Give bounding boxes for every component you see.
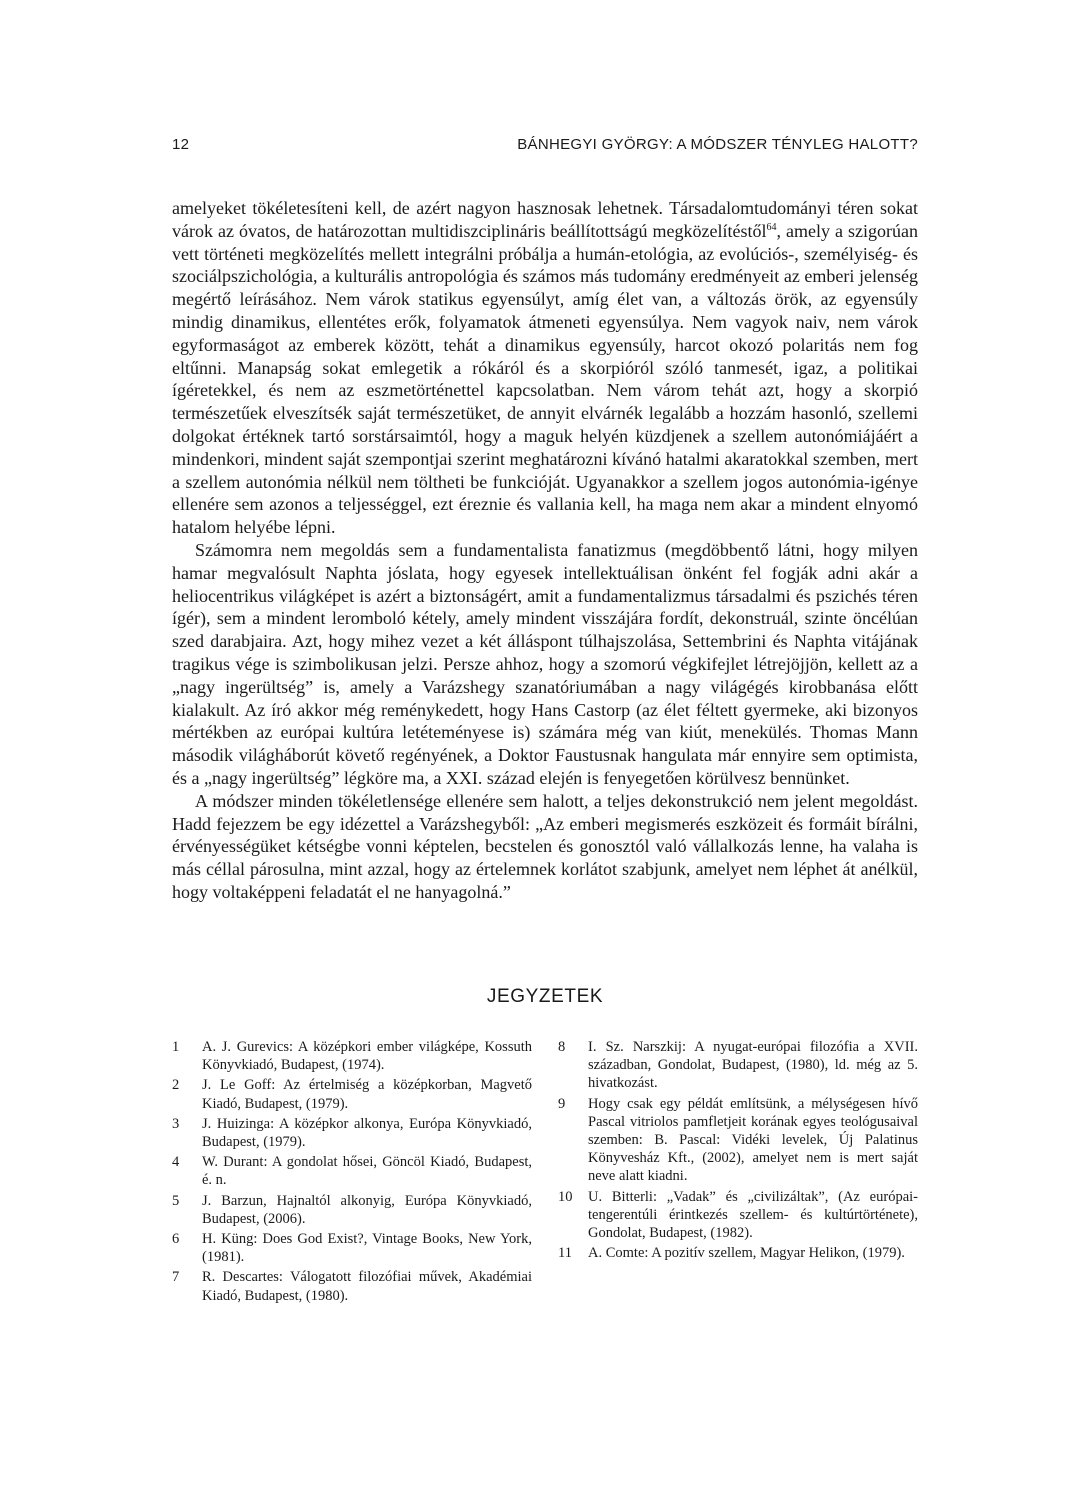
footnote-ref-64: 64 [766, 221, 777, 233]
note-item [172, 1192, 532, 1228]
note-text: J. Le Goff: Az értelmiség a középkorban, Magvető Kiadó, Budapest, (1979). [202, 1077, 532, 1112]
running-title: BÁNHEGYI GYÖRGY: A MÓDSZER TÉNYLEG HALOTT? [517, 136, 918, 153]
paragraph-1-end: , amely a szigorúan vett történeti megközelítés mellett integrálni próbálja a humán-etológia, az evolúciós-, személyiség- és szociálpszichológia, a kulturális antropológia és számos más tudomány eredményeit az emberi jelenség megértő leírásához. Nem várok statikus egyensúlyt, amíg élet van, a változás örök, az egyensúly mindig dinamikus, ellentétes erők, folyamatok átmeneti egyensúlya. Nem vagyok naiv, nem várok egyformaságot az emberek között, tehát a dinamikus egyensúly, harcot okozó polaritás nem fog eltűnni. Manapság sokat emlegetik a rókáról és a skorpióról szóló tanmesét, igaz, a politikai ígéretekkel, és nem az eszmetörténettel kapcsolatban. Nem várom tehát azt, hogy a skorpió természetűek elveszítsék saját természetüket, de annyit elvárnék legalább a hozzám hasonló, szellemi dolgokat értéknek tartó sorstársaimtól, hogy a maguk helyén küzdjenek a szellem autonómiájáért a mindenkori, mindent saját szempontjai szerint meghatározni kívánó hatalmi akaratokkal szemben, mert a szellem autonómia nélkül nem töltheti be funkcióját. Ugyanakkor a szellem jogos autonómia-igénye ellenére sem azonos a teljességgel, ezt éreznie és vallania kell, ha maga nem akar a mindent elnyomó hatalom helyébe lépni. [172, 220, 918, 538]
running-header [172, 136, 918, 158]
note-item [172, 1153, 532, 1189]
note-number: 4 [172, 1154, 180, 1171]
notes-column-right [558, 1038, 918, 1264]
note-number: 6 [172, 1231, 180, 1248]
note-text: A. Comte: A pozitív szellem, Magyar Helikon, (1979). [588, 1245, 905, 1262]
note-number: 2 [172, 1077, 180, 1094]
note-item [558, 1244, 918, 1262]
paragraph-1-start: amelyeket tökéletesíteni kell, de azért nagyon hasznosak lehetnek. Társadalomtudományi téren sokat várok az óvatos, de határozottan multidiszciplináris beállítottságú megközelítéstől [172, 198, 918, 241]
note-number: 5 [172, 1192, 180, 1209]
notes-column-left [172, 1038, 532, 1307]
note-item [172, 1115, 532, 1151]
paragraph-1 [172, 197, 918, 539]
note-text: U. Bitterli: „Vadak” és „civilizáltak”, (Az európai-tengerentúli érintkezés szellem- és kultúrtörténete), Gondolat, Budapest, (1982). [588, 1188, 918, 1242]
note-number: 8 [558, 1039, 566, 1055]
paragraph-2: Számomra nem megoldás sem a fundamentalista fanatizmus (megdöbbentő látni, hogy milyen hamar megvalósult Naphta jóslata, hogy egyesek intellektuálisan önként fel fogják adni akár a heliocentrikus világképet is azért a biztonságért, amit a fundamentalizmus társadalmi és pszichés téren ígér), sem a mindent leromboló kétely, amely mindent visszájára fordít, dekonstruál, szinte öncélúan szed darabjaira. Azt, hogy mihez vezet a két álláspont túlhajszolása, Settembrini és Naphta vitájának tragikus vége is szimbolikusan jelzi. Persze ahhoz, hogy a szomorú végkifejlet létrejöjjön, kellett az a „nagy ingerültség” is, amely a Varázshegy szanatóriumában a nagy világégés kirobbanása előtt kialakult. Az író akkor még reménykedett, hogy Hans Castorp (az élet féltett gyermeke, aki bizonyos mértékben az európai kultúra letéteményese is) számára még van kiút, menekülés. Thomas Mann második világháborút követő regényének, a Doktor Faustusnak hangulata már ennyire sem optimista, és a „nagy ingerültség” légköre ma, a XXI. század elején is fenyegetően körülvesz bennünket. [172, 539, 918, 788]
note-item [172, 1268, 532, 1304]
note-text: H. Küng: Does God Exist?, Vintage Books, New York, (1981). [202, 1231, 532, 1266]
paragraph-3: A módszer minden tökéletlensége ellenére sem halott, a teljes dekonstrukció nem jelent megoldást. Hadd fejezzem be egy idézettel a Varázshegyből: „Az emberi megismerés eszközeit és formáit bírálni, érvényességüket kétségbe vonni képtelen, becstelen és gonosztól való vállalkozás lenne, ha valaha is más céllal párosulna, mint azzal, hogy az értelemnek korlátot szabjunk, amelyet nem léphet át anélkül, hogy voltaképpeni feladatát el ne hanyagolná.” [172, 790, 918, 902]
note-text: W. Durant: A gondolat hősei, Göncöl Kiadó, Budapest, é. n. [202, 1154, 532, 1189]
note-item [558, 1188, 918, 1243]
notes-heading: JEGYZETEK [486, 986, 604, 1007]
note-number: 10 [558, 1188, 573, 1205]
note-number: 11 [558, 1245, 572, 1262]
note-number: 3 [172, 1115, 180, 1132]
note-number: 9 [558, 1095, 566, 1112]
note-item [172, 1230, 532, 1266]
note-number: 7 [172, 1269, 180, 1286]
note-text: I. Sz. Narszkij: A nyugat-európai filozófia a XVII. században, Gondolat, Budapest, (1980), ld. még az 5. hivatkozást. [588, 1039, 918, 1092]
note-number: 1 [172, 1039, 180, 1055]
note-text: Hogy csak egy példát említsünk, a mélységesen hívő Pascal vitriolos pamfletjeit korának egyes teológusaival szemben: B. Pascal: Vidéki levelek, Új Palatinus Könyvesház Kft., (2002), amelyet nem is mert saját neve alatt kiadni. [588, 1095, 918, 1185]
note-item [558, 1095, 918, 1186]
note-text: R. Descartes: Válogatott filozófiai művek, Akadémiai Kiadó, Budapest, (1980). [202, 1269, 532, 1304]
body-text [172, 197, 918, 904]
page-number: 12 [172, 136, 190, 153]
note-item [558, 1038, 918, 1093]
note-item [172, 1038, 532, 1074]
note-text: A. J. Gurevics: A középkori ember világképe, Kossuth Könyvkiadó, Budapest, (1974). [202, 1039, 532, 1074]
note-item [172, 1076, 532, 1112]
note-text: J. Barzun, Hajnaltól alkonyig, Európa Könyvkiadó, Budapest, (2006). [202, 1192, 532, 1227]
note-text: J. Huizinga: A középkor alkonya, Európa Könyvkiadó, Budapest, (1979). [202, 1115, 532, 1151]
